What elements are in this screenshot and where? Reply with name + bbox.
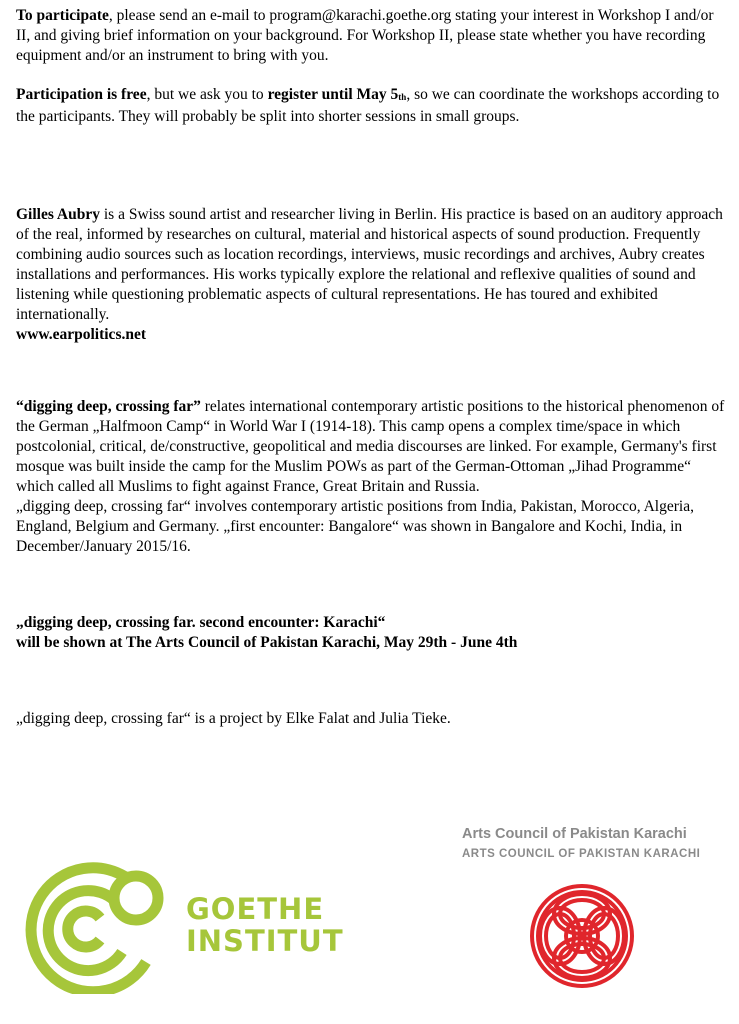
exhibition-paragraph bbox=[16, 613, 728, 653]
artist-website-link[interactable]: www.earpolitics.net bbox=[16, 326, 147, 343]
arts-council-name: Arts Council of Pakistan Karachi bbox=[462, 826, 687, 842]
project-title: “digging deep, crossing far” bbox=[16, 398, 201, 415]
artist-name: Gilles Aubry bbox=[16, 206, 100, 223]
aubry-paragraph bbox=[16, 205, 728, 345]
arts-council-name-caps: ARTS COUNCIL OF PAKISTAN KARACHI bbox=[462, 848, 701, 860]
exhibition-venue: will be shown at The Arts Council of Pakistan Karachi, May 29th - June 4th bbox=[16, 634, 518, 651]
institut-word: INSTITUT bbox=[186, 924, 344, 958]
arts-council-knot-icon bbox=[526, 876, 638, 996]
participate-text: , please send an e-mail to program@karachi.goethe.org stating your interest in Workshop I and/or II, and giving brief information on your background. For Workshop II, please state whether you have recording equipment and/or an instrument to bring with you. bbox=[16, 7, 714, 64]
artist-bio: is a Swiss sound artist and researcher living in Berlin. His practice is based on an auditory approach of the real, informed by researches on cultural, material and historical aspects of sound production. Frequently combining audio sources such as location recordings, interviews, music recordings and archives, Aubry creates installations and performances. His works typically explore the relational and reflexive qualities of sound and listening while questioning problematic aspects of cultural representations. He has toured and exhibited internationally. bbox=[16, 206, 723, 323]
credits-paragraph: „digging deep, crossing far“ is a project by Elke Falat and Julia Tieke. bbox=[16, 710, 451, 727]
free-lead: Participation is free bbox=[16, 86, 147, 103]
goethe-word: GOETHE bbox=[186, 892, 325, 926]
free-text: , so we can coordinate the workshops according to the participants. They will probably be split into shorter sessions in small groups. bbox=[16, 86, 720, 125]
goethe-institut-logo bbox=[16, 858, 344, 994]
project-text-2: „digging deep, crossing far“ involves contemporary artistic positions from India, Pakistan, Morocco, Algeria, England, Belgium and Germany. „first encounter: Bangalore“ was shown in Bangalore and Kochi, India, in December/January 2015/16. bbox=[16, 498, 694, 555]
arts-council-logo-text bbox=[462, 826, 732, 860]
exhibition-title: „digging deep, crossing far. second encounter: Karachi“ bbox=[16, 614, 386, 631]
free-paragraph bbox=[16, 85, 728, 127]
goethe-spiral-icon bbox=[16, 858, 166, 994]
project-paragraph bbox=[16, 397, 728, 557]
register-suffix: th bbox=[398, 92, 407, 102]
participate-paragraph bbox=[16, 6, 728, 66]
free-mid: , but we ask you to bbox=[146, 86, 268, 103]
logo-footer bbox=[0, 820, 739, 1024]
project-text-1: relates international contemporary artistic positions to the historical phenomenon of the German „Halfmoon Camp“ in World War I (1914-18). This camp opens a complex time/space in which postcolonial, critical, de/constructive, geopolitical and media discourses are linked. For example, Germany's first mosque was built inside the camp for the Muslim POWs as part of the German-Ottoman „Jihad Programme“ which called all Muslims to fight against France, Great Britain and Russia. bbox=[16, 398, 725, 495]
register-deadline: register until May 5 bbox=[267, 86, 399, 103]
document-body bbox=[16, 6, 728, 729]
participate-lead: To participate bbox=[16, 7, 109, 24]
